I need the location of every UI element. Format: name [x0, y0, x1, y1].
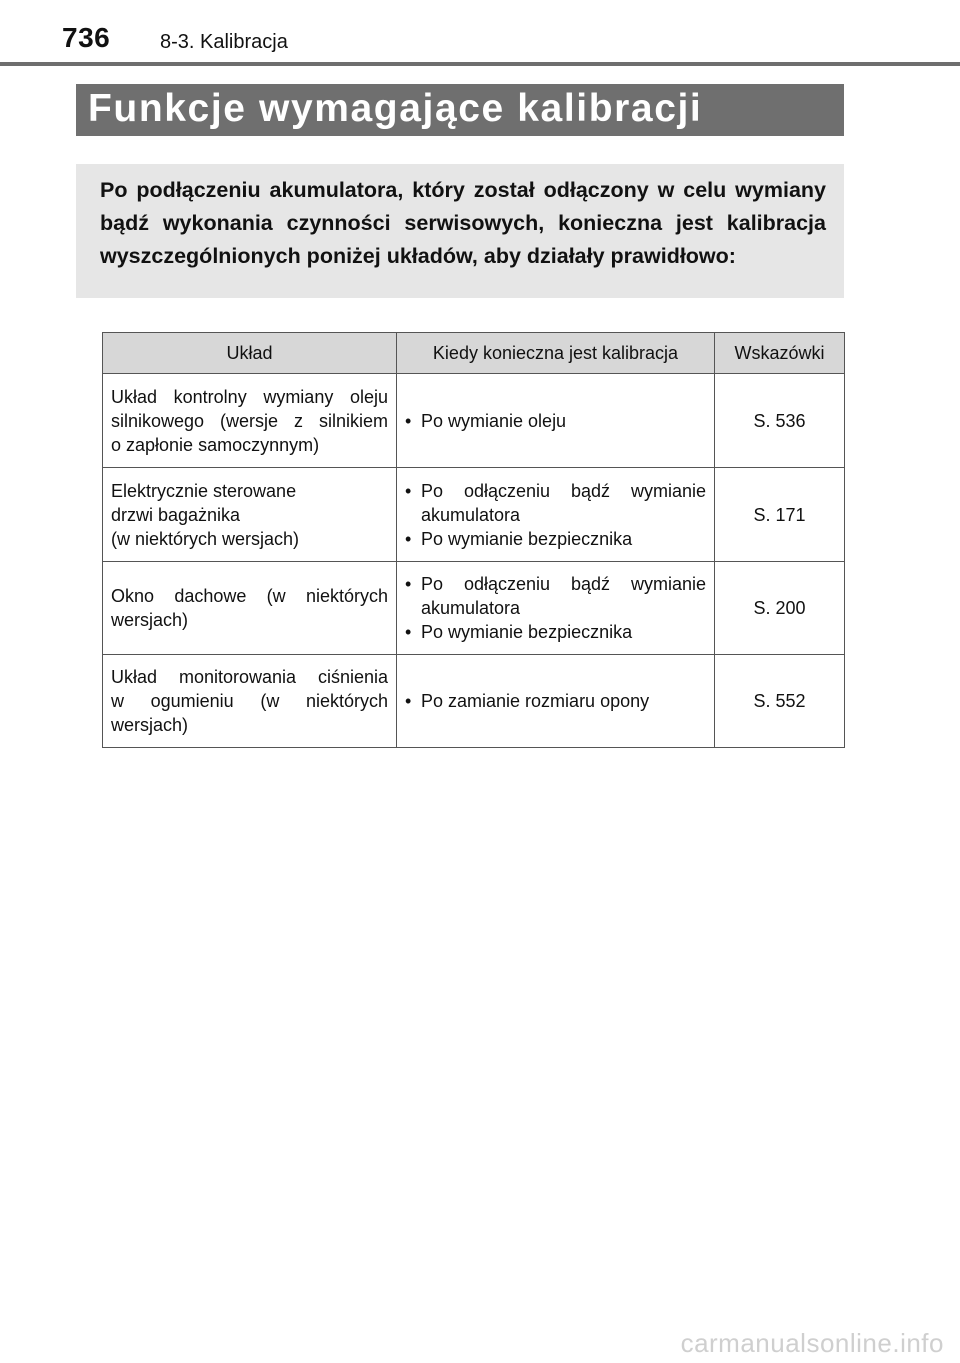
header-when: Kiedy konieczna jest kalibracja [397, 333, 715, 374]
table-header-row [103, 333, 845, 374]
system-cell [103, 655, 397, 748]
system-line: Układ monitorowania ciśnienia [111, 667, 388, 687]
table-row [103, 655, 845, 748]
page-reference: S. 536 [715, 374, 845, 468]
page-reference: S. 200 [715, 562, 845, 655]
system-line: o zapłonie samoczynnym) [111, 434, 320, 455]
intro-box [76, 164, 844, 298]
system-line: Okno dachowe (w niektórych [111, 586, 388, 606]
section-title: Funkcje wymagające kalibracji [88, 87, 703, 130]
system-line: Układ kontrolny wymiany oleju [111, 386, 388, 407]
table-row [103, 374, 845, 468]
when-cell [397, 374, 715, 468]
when-item: • Po wymianie bezpiecznika [405, 527, 706, 551]
when-cell [397, 468, 715, 562]
system-line: w ogumieniu (w niektórych [111, 691, 388, 711]
page-number: 736 [62, 22, 111, 53]
when-item: • Po wymianie oleju [405, 409, 706, 433]
system-line: wersjach) [111, 610, 189, 630]
table-row [103, 562, 845, 655]
system-line: (w niektórych wersjach) [111, 528, 300, 549]
system-line: silnikowego (wersje z silnikiem [111, 410, 388, 431]
system-cell [103, 374, 397, 468]
when-item: • Po odłączeniu bądź wymianie akumulatora [405, 479, 706, 527]
system-line: wersjach) [111, 715, 189, 735]
watermark: carmanualsonline.info [680, 1328, 944, 1358]
table-row [103, 468, 845, 562]
when-item: • Po odłączeniu bądź wymianie akumulatora [405, 572, 706, 620]
when-item: • Po wymianie bezpiecznika [405, 620, 706, 644]
header-system: Układ [103, 333, 397, 374]
system-line: Elektrycznie sterowane [111, 480, 297, 501]
system-cell [103, 468, 397, 562]
system-line: drzwi bagażnika [111, 504, 241, 525]
when-cell [397, 562, 715, 655]
section-label: 8-3. Kalibracja [160, 31, 288, 53]
calibration-table [102, 332, 845, 748]
when-cell [397, 655, 715, 748]
system-cell [103, 562, 397, 655]
when-item: • Po zamianie rozmiaru opony [405, 689, 706, 713]
page-reference: S. 552 [715, 655, 845, 748]
section-title-bar [76, 84, 844, 136]
intro-text: Po podłączeniu akumulatora, który został odłączony w celu wymiany bądź wykonania czynności serwisowych, konieczna jest kalibracja wyszczególnionych poniżej układów, aby działały prawidłowo: [100, 178, 826, 268]
header-divider [0, 62, 960, 66]
header-hints: Wskazówki [715, 333, 845, 374]
page-header [0, 0, 960, 66]
page-reference: S. 171 [715, 468, 845, 562]
